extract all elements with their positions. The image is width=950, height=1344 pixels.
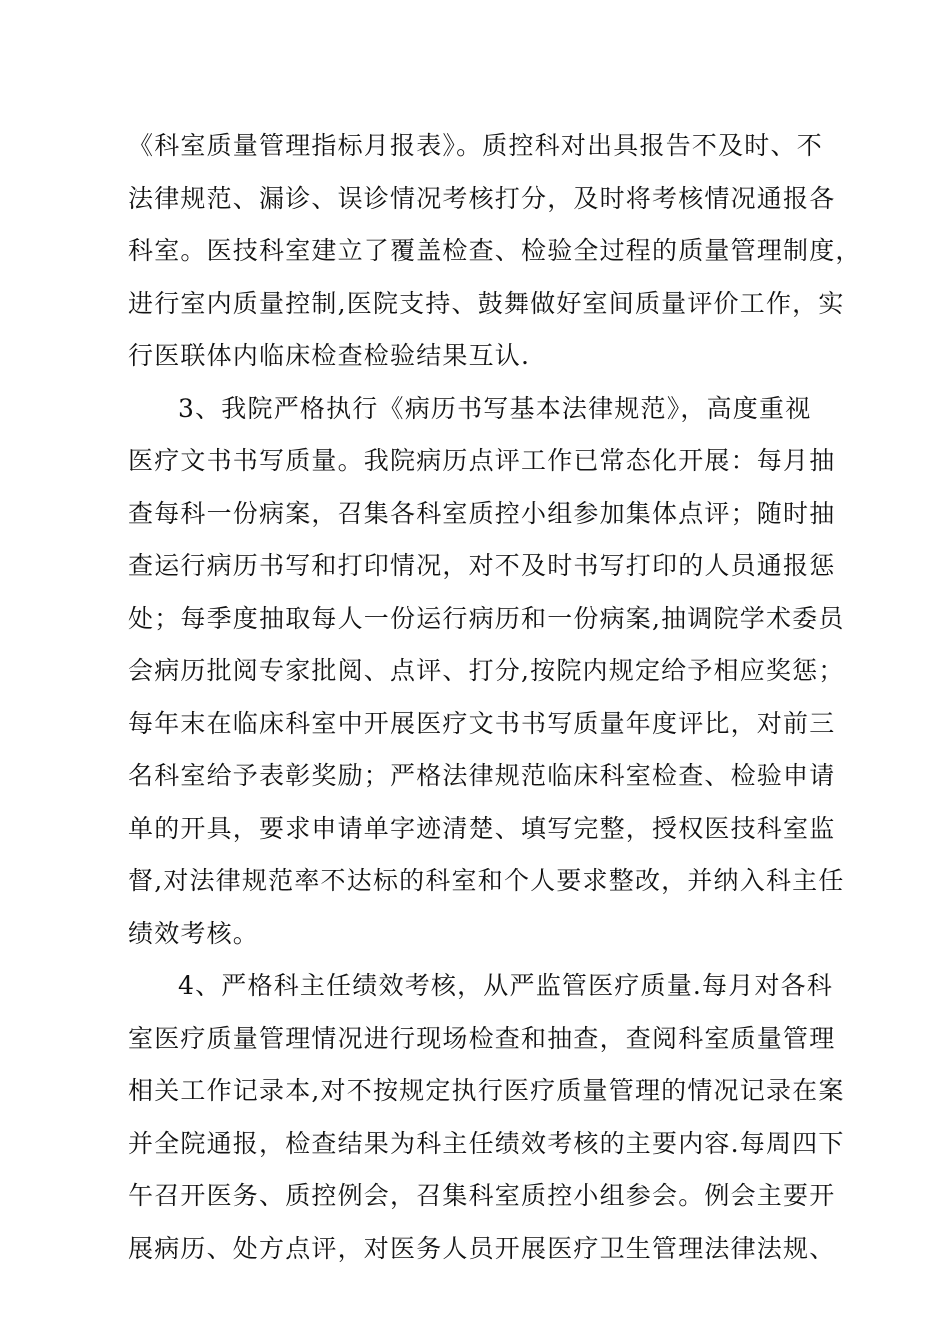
- text-line: 法律规范、漏诊、误诊情况考核打分，及时将考核情况通报各: [128, 183, 836, 213]
- text-line: 督,对法律规范率不达标的科室和个人要求整改，并纳入科主任: [128, 866, 845, 895]
- text-line: 查每科一份病案，召集各科室质控小组参加集体点评；随时抽: [128, 498, 836, 528]
- text-line: 处；每季度抽取每人一份运行病历和一份病案,抽调院学术委员: [128, 603, 845, 633]
- text-line: 室医疗质量管理情况进行现场检查和抽查，查阅科室质量管理: [128, 1023, 836, 1053]
- text-line: 相关工作记录本,对不按规定执行医疗质量管理的情况记录在案: [128, 1076, 845, 1105]
- text-line: 会病历批阅专家批阅、点评、打分,按院内规定给予相应奖惩；: [128, 656, 845, 685]
- text-line: 名科室给予表彰奖励；严格法律规范临床科室检查、检验申请: [128, 761, 836, 790]
- paragraph-item-3: [128, 387, 845, 965]
- text-line: 科室。医技科室建立了覆盖检查、检验全过程的质量管理制度，: [128, 236, 862, 265]
- paragraph-continuation: [128, 124, 862, 387]
- text-line: 4、严格科主任绩效考核，从严监管医疗质量.每月对各科: [178, 971, 834, 1000]
- text-line: 行医联体内临床检查检验结果互认.: [128, 341, 531, 370]
- text-line: 3、我院严格执行《病历书写基本法律规范》，高度重视: [178, 393, 812, 423]
- text-line: 展病历、处方点评，对医务人员开展医疗卫生管理法律法规、: [128, 1233, 836, 1263]
- text-line: 并全院通报，检查结果为科主任绩效考核的主要内容.每周四下: [128, 1128, 845, 1158]
- text-line: 单的开具，要求申请单字迹清楚、填写完整，授权医技科室监: [128, 813, 836, 843]
- text-line: 进行室内质量控制,医院支持、鼓舞做好室间质量评价工作，实: [128, 288, 845, 318]
- text-line: 每年末在临床科室中开展医疗文书书写质量年度评比，对前三: [128, 708, 836, 738]
- text-line: 午召开医务、质控例会，召集科室质控小组参会。例会主要开: [128, 1181, 836, 1210]
- paragraph-item-4: [128, 964, 845, 1279]
- text-line: 医疗文书书写质量。我院病历点评工作已常态化开展：每月抽: [128, 446, 836, 475]
- document-body: [128, 124, 862, 1279]
- text-line: 绩效考核。: [128, 918, 260, 948]
- text-line: 《科室质量管理指标月报表》。质控科对出具报告不及时、不: [128, 131, 823, 160]
- text-line: 查运行病历书写和打印情况，对不及时书写打印的人员通报惩: [128, 551, 836, 580]
